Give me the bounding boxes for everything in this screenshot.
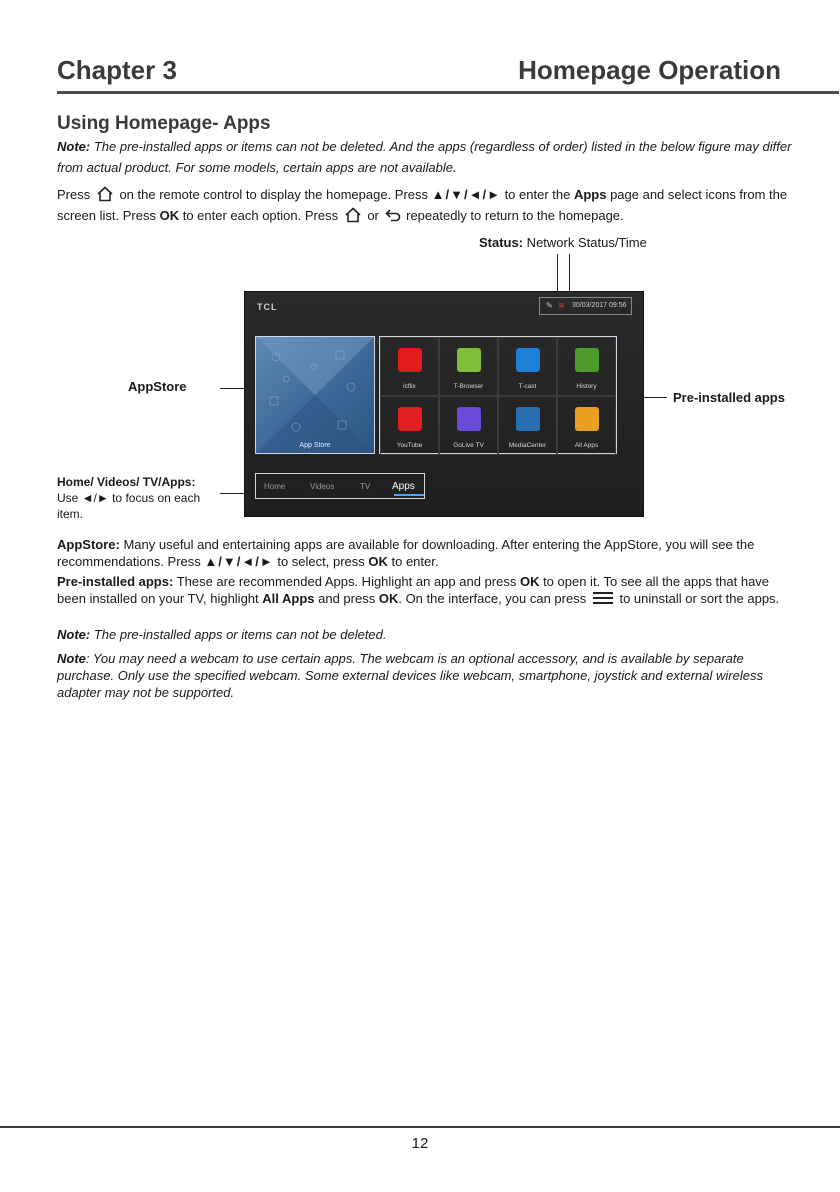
text-fragment: to enter. — [387, 554, 439, 569]
menu-icon — [592, 591, 614, 605]
status-callout-label: Status: — [479, 235, 524, 250]
note-label: Note: — [57, 627, 91, 642]
nav-home[interactable]: Home — [264, 482, 286, 491]
status-callout — [479, 235, 647, 250]
app-label: T-cast — [518, 383, 537, 390]
app-label: MediaCenter — [508, 442, 547, 449]
note-top — [57, 136, 792, 178]
status-callout-text: Network Status/Time — [523, 235, 647, 250]
app-tile-history[interactable] — [557, 337, 616, 396]
preinstalled-description — [57, 573, 792, 607]
home-nav-callout — [57, 474, 217, 522]
app-label: GoLive TV — [453, 442, 484, 449]
wifi-icon: ≋ — [558, 301, 565, 310]
app-tile-mediacenter[interactable] — [498, 396, 557, 455]
preinstalled-apps-grid — [379, 336, 617, 454]
preinstalled-label: Pre-installed apps: — [57, 574, 174, 589]
home-callout-title: Home/ Videos/ TV/Apps: — [57, 475, 196, 489]
note-bottom — [57, 650, 792, 701]
ok-keyword: OK — [519, 574, 540, 589]
all-apps-keyword: All Apps — [262, 591, 315, 606]
golive-icon — [457, 407, 481, 431]
text-fragment: to uninstall or sort the apps. — [615, 591, 780, 606]
app-label: icflix — [403, 383, 416, 390]
app-tile-golive[interactable] — [439, 396, 498, 455]
app-label: YouTube — [396, 442, 423, 449]
usb-icon: ✎ — [546, 301, 553, 310]
text-fragment: page and select icons from the screen list. Press — [57, 187, 788, 223]
apps-keyword: Apps — [573, 187, 607, 202]
appstore-label: AppStore: — [57, 537, 120, 552]
app-tile-youtube[interactable] — [380, 396, 439, 455]
grid-icon — [575, 407, 599, 431]
note-label: Note — [57, 651, 86, 666]
text-fragment: or — [363, 208, 383, 223]
text-fragment: to enter each option. Press — [179, 208, 342, 223]
text-fragment: to select, press — [273, 554, 369, 569]
app-label: All Apps — [574, 442, 599, 449]
app-label: T-Browser — [453, 383, 484, 390]
home-callout-text: Use ◄/► to focus on each item. — [57, 491, 201, 521]
text-fragment: on the remote control to display the homepage. Press — [115, 187, 432, 202]
preinstalled-callout: Pre-installed apps — [673, 390, 785, 405]
text-fragment: to enter the — [500, 187, 574, 202]
note-text: The pre-installed apps or items can not be deleted. — [90, 627, 387, 642]
note-mid — [57, 626, 792, 643]
ok-keyword: OK — [159, 208, 180, 223]
home-icon — [96, 186, 114, 202]
back-icon — [385, 208, 401, 222]
page-number: 12 — [411, 1135, 429, 1152]
tv-homepage-screenshot — [244, 291, 644, 517]
arrow-keys: ▲/▼/◄/► — [204, 554, 274, 569]
press-instructions — [57, 184, 792, 226]
chapter-number: Chapter 3 — [57, 55, 177, 85]
tcast-icon — [516, 348, 540, 372]
ok-keyword: OK — [378, 591, 399, 606]
note-text: The pre-installed apps or items can not be deleted. And the apps (regardless of order) listed in the below figure may differ from actual product. For some models, certain apps are not available. — [57, 139, 792, 175]
mediacenter-icon — [516, 407, 540, 431]
icflix-icon — [398, 348, 422, 372]
browser-icon — [457, 348, 481, 372]
history-icon — [575, 348, 599, 372]
text-fragment: Press — [57, 187, 94, 202]
appstore-pattern — [256, 337, 374, 453]
text-fragment: to open it. To see all the apps that have been installed on your TV, highlight — [57, 574, 770, 606]
app-tile-icflix[interactable] — [380, 337, 439, 396]
note-text: : You may need a webcam to use certain apps. The webcam is an optional accessory, and is available by separate purchase. Only use the specified webcam. Some external devices like webcam, smartphone, joystick and external wireless adapter may not be supported. — [57, 651, 763, 700]
tcl-logo: TCL — [257, 302, 278, 312]
text-fragment: repeatedly to return to the homepage. — [402, 208, 624, 223]
text-fragment: Many useful and entertaining apps are available for downloading. After entering the AppStore, you will see the recommendations. Press — [57, 537, 755, 569]
tv-nav-bar — [255, 473, 425, 499]
ok-keyword: OK — [368, 554, 388, 569]
app-label: History — [576, 383, 597, 390]
home-icon — [344, 207, 362, 223]
chapter-title: Homepage Operation — [518, 55, 781, 85]
chapter-header — [57, 55, 781, 87]
header-divider — [57, 91, 839, 94]
app-tile-allapps[interactable] — [557, 396, 616, 455]
app-tile-tcast[interactable] — [498, 337, 557, 396]
note-label: Note: — [57, 139, 91, 154]
youtube-icon — [398, 407, 422, 431]
appstore-tile-label: App Store — [299, 442, 331, 449]
appstore-callout: AppStore — [128, 379, 187, 394]
nav-apps[interactable]: Apps — [392, 481, 415, 492]
footer-divider — [0, 1126, 840, 1128]
text-fragment: and press — [314, 591, 379, 606]
nav-focus-indicator — [394, 494, 424, 496]
text-fragment: . On the interface, you can press — [398, 591, 590, 606]
section-title: Using Homepage- Apps — [57, 113, 271, 134]
text-fragment: These are recommended Apps. Highlight an app and press — [173, 574, 520, 589]
appstore-tile[interactable] — [255, 336, 375, 454]
arrow-keys: ▲/▼/◄/► — [431, 187, 501, 202]
app-tile-tbrowser[interactable] — [439, 337, 498, 396]
appstore-description — [57, 536, 792, 570]
tv-datetime: 30/03/2017 09:56 — [572, 302, 627, 309]
nav-tv[interactable]: TV — [360, 482, 371, 491]
nav-videos[interactable]: Videos — [310, 482, 335, 491]
tv-status-bar — [539, 297, 632, 315]
